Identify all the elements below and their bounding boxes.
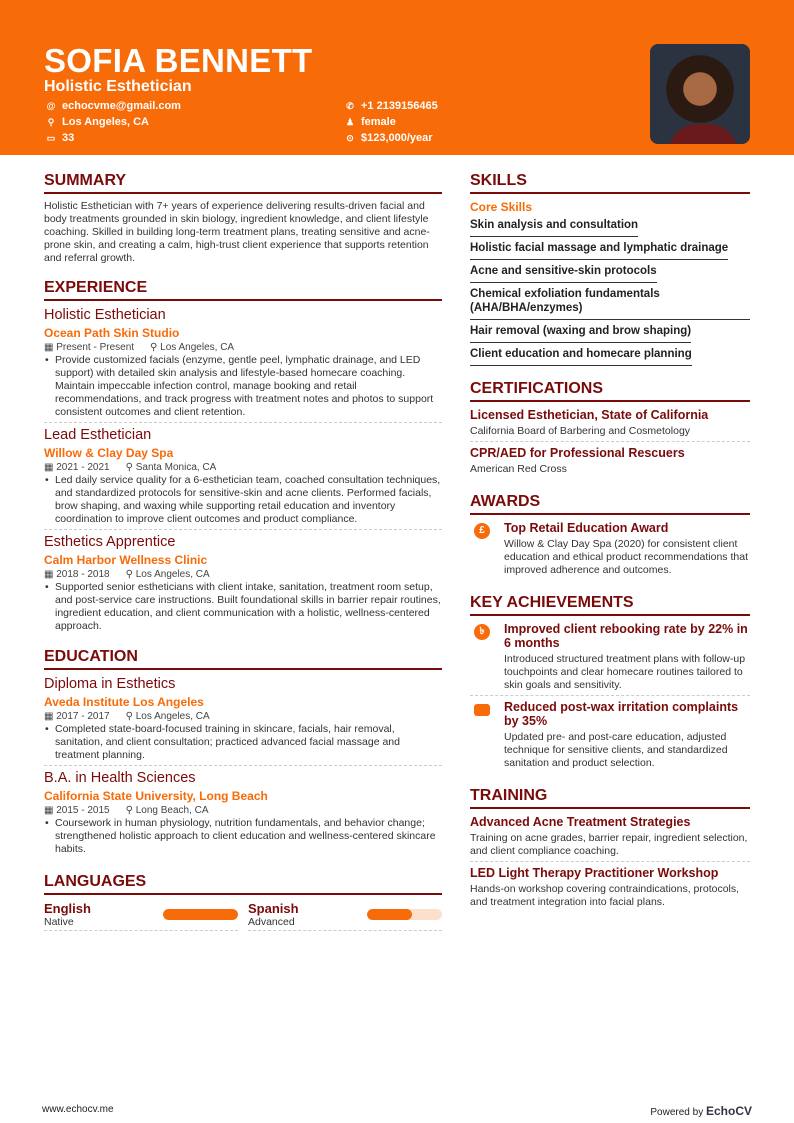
- location-pin-icon: ⚲: [125, 805, 133, 816]
- location-pin-icon: ⚲: [125, 569, 133, 580]
- location: ⚲ Long Beach, CA: [125, 805, 209, 816]
- section-title: EDUCATION: [44, 648, 442, 670]
- money-icon: ⊙: [346, 132, 354, 143]
- salary-text: $123,000/year: [361, 132, 433, 144]
- at-icon: @: [46, 101, 56, 111]
- bullet: • Coursework in human physiology, nutrition fundamentals, and behavior change; strengthened holistic approach to client education and wellness-centered skincare habits.: [44, 817, 442, 856]
- education-section: [44, 648, 442, 859]
- language-name: English: [44, 901, 91, 916]
- summary-section: [44, 172, 442, 265]
- proficiency-fill: [367, 909, 412, 920]
- calendar-icon: ▦: [44, 569, 54, 580]
- location-pin-icon: ⚲: [47, 116, 55, 127]
- dates: ▦ 2018 - 2018: [44, 569, 110, 580]
- coin-icon: ৳: [474, 624, 490, 640]
- certifications-section: [470, 380, 750, 479]
- location: ⚲ Santa Monica, CA: [125, 462, 217, 473]
- skill-item: Chemical exfoliation fundamentals (AHA/BHA/enzymes): [470, 283, 750, 320]
- skills-section: [470, 172, 750, 366]
- dates: ▦ 2021 - 2021: [44, 462, 110, 473]
- certification-issuer: California Board of Barbering and Cosmetology: [470, 425, 691, 437]
- meta-row: [44, 805, 442, 816]
- header: [0, 0, 794, 155]
- footer-powered: [650, 1104, 752, 1118]
- training-item: [470, 815, 750, 862]
- bullet: • Provide customized facials (enzyme, gentle peel, lymphatic drainage, and LED support) with detailed skin analysis and lifestyle-based homecare coaching. Maintain impeccable infection control, manage booking and retail recommendations, and track progress with treatment notes and photos to support consistent outcomes and client retention.: [44, 354, 442, 419]
- meta-row: [44, 569, 442, 580]
- section-title: KEY ACHIEVEMENTS: [470, 594, 750, 616]
- contact-location: [46, 116, 149, 128]
- person-icon: ♟: [345, 116, 355, 127]
- contact-gender: [345, 116, 396, 128]
- experience-item: [44, 534, 442, 636]
- calendar-icon: ▦: [44, 711, 54, 722]
- section-title: LANGUAGES: [44, 873, 442, 895]
- bullet: • Led daily service quality for a 6-esthetician team, coached consultation techniques, and standardized protocols for sensitive-skin and acne clients. Performed facials, brow shaping, and waxing while supporting retail education and inventory coordination to improve client outcomes and product compliance.: [44, 474, 442, 526]
- achievements-section: [470, 594, 750, 773]
- proficiency-bar: [367, 909, 442, 920]
- location: ⚲ Los Angeles, CA: [150, 342, 235, 353]
- job-title: Holistic Esthetician: [44, 307, 166, 323]
- job-title: Esthetics Apprentice: [44, 534, 176, 550]
- candidate-name: SOFIA BENNETT: [44, 42, 313, 79]
- certification-name: Licensed Esthetician, State of California: [470, 408, 709, 422]
- profile-photo: [650, 44, 750, 144]
- achievements-title: Improved client rebooking rate by 22% in 6 months: [504, 622, 748, 650]
- school-name: Aveda Institute Los Angeles: [44, 695, 204, 709]
- school-name: California State University, Long Beach: [44, 789, 268, 803]
- achievements-item: [470, 700, 750, 773]
- experience-item: [44, 427, 442, 530]
- pound-coin-icon: £: [474, 523, 490, 539]
- achievements-title: Reduced post-wax irritation complaints by 35%: [504, 700, 739, 728]
- awards-section: [470, 493, 750, 580]
- training-name: Advanced Acne Treatment Strategies: [470, 815, 691, 829]
- location: ⚲ Los Angeles, CA: [125, 569, 210, 580]
- phone-icon: ✆: [346, 100, 354, 111]
- experience-item: [44, 307, 442, 423]
- calendar-icon: ▦: [44, 342, 54, 353]
- section-title: SUMMARY: [44, 172, 442, 194]
- contact-age: [46, 132, 74, 144]
- training-description: Hands-on workshop covering contraindications, protocols, and treatment integration into facial plans.: [470, 883, 740, 908]
- training-name: LED Light Therapy Practitioner Workshop: [470, 866, 719, 880]
- contact-phone[interactable]: [345, 100, 438, 112]
- bullet: • Completed state-board-focused training in skincare, facials, hair removal, sanitation, and client consultation; practiced advanced facial massage and treatment planning.: [44, 723, 442, 762]
- location: ⚲ Los Angeles, CA: [125, 711, 210, 722]
- education-item: [44, 676, 442, 766]
- education-item: [44, 770, 442, 859]
- dates: ▦ Present - Present: [44, 342, 135, 353]
- achievements-description: Updated pre- and post-care education, adjusted technique for sensitive clients, and standardized sanitation and product selection.: [504, 731, 728, 769]
- contact-salary: [345, 132, 433, 144]
- footer-website[interactable]: www.echocv.me: [42, 1104, 114, 1115]
- job-title: Lead Esthetician: [44, 427, 152, 443]
- experience-section: [44, 279, 442, 636]
- skill-item: Holistic facial massage and lymphatic drainage: [470, 237, 728, 260]
- location-pin-icon: ⚲: [125, 462, 133, 473]
- language-name: Spanish: [248, 901, 299, 916]
- calendar-icon: ▦: [44, 462, 54, 473]
- candidate-title: Holistic Esthetician: [44, 78, 192, 95]
- dates: ▦ 2015 - 2015: [44, 805, 110, 816]
- degree: Diploma in Esthetics: [44, 676, 176, 692]
- achievements-description: Introduced structured treatment plans with follow-up touchpoints and clear homecare routines tailored to skin goals and sensitivity.: [504, 653, 746, 691]
- right-column: [470, 172, 750, 926]
- training-description: Training on acne grades, barrier repair, ingredient selection, and client compliance coaching.: [470, 832, 748, 857]
- meta-row: [44, 342, 442, 353]
- brand-logo: EchoCV: [705, 1104, 752, 1118]
- contact-email[interactable]: [46, 100, 181, 112]
- skill-item: Skin analysis and consultation: [470, 214, 638, 237]
- company-name: Ocean Path Skin Studio: [44, 326, 180, 340]
- language-level: Native: [44, 916, 74, 928]
- training-item: [470, 866, 750, 912]
- degree: B.A. in Health Sciences: [44, 770, 196, 786]
- dates: ▦ 2017 - 2017: [44, 711, 110, 722]
- location-pin-icon: ⚲: [150, 342, 158, 353]
- section-title: AWARDS: [470, 493, 750, 515]
- bullet: • Supported senior estheticians with client intake, sanitation, treatment room setup, and post-service care instructions. Built foundational skills in barrier repair routines, ingredient education, and client communication with a holistic, wellness-centered approach.: [44, 581, 442, 633]
- calendar-icon: ▦: [44, 805, 54, 816]
- training-section: [470, 787, 750, 912]
- location-pin-icon: ⚲: [125, 711, 133, 722]
- section-title: EXPERIENCE: [44, 279, 442, 301]
- section-title: SKILLS: [470, 172, 750, 194]
- skills-subtitle: Core Skills: [470, 200, 533, 214]
- phone-text: +1 2139156465: [361, 100, 438, 112]
- section-title: CERTIFICATIONS: [470, 380, 750, 402]
- language-item: [44, 901, 238, 931]
- meta-row: [44, 711, 442, 722]
- company-name: Calm Harbor Wellness Clinic: [44, 553, 208, 567]
- awards-item: [470, 521, 750, 580]
- skill-item: Client education and homecare planning: [470, 343, 692, 366]
- location-text: Los Angeles, CA: [62, 116, 149, 128]
- certification-item: [470, 446, 750, 479]
- awards-description: Willow & Clay Day Spa (2020) for consistent client education and ethical product recommendations that improved adherence and outcomes.: [504, 538, 748, 576]
- credit-card-icon: [474, 704, 490, 716]
- achievements-item: [470, 622, 750, 696]
- calendar-icon: ▭: [46, 132, 56, 143]
- powered-by-text: Powered by: [650, 1107, 704, 1118]
- certification-name: CPR/AED for Professional Rescuers: [470, 446, 685, 460]
- certification-issuer: American Red Cross: [470, 463, 567, 475]
- section-title: TRAINING: [470, 787, 750, 809]
- awards-title: Top Retail Education Award: [504, 521, 669, 535]
- age-text: 33: [62, 132, 75, 144]
- proficiency-bar: [163, 909, 238, 920]
- meta-row: [44, 462, 442, 473]
- language-item: [248, 901, 442, 931]
- skill-item: Hair removal (waxing and brow shaping): [470, 320, 691, 343]
- skill-item: Acne and sensitive-skin protocols: [470, 260, 657, 283]
- email-text: echocvme@gmail.com: [62, 100, 181, 112]
- language-level: Advanced: [248, 916, 295, 928]
- company-name: Willow & Clay Day Spa: [44, 446, 174, 460]
- certification-item: [470, 408, 750, 442]
- languages-section: [44, 873, 442, 931]
- summary-text: Holistic Esthetician with 7+ years of experience delivering results-driven facial and body treatments grounded in skin biology, ingredient knowledge, and client lifestyle coaching. Skilled in building long-term treatment plans, treating sensitive and acne-prone skin, and creating a calm, high-trust client experience that supports retention and referral growth.: [44, 200, 430, 264]
- gender-text: female: [361, 116, 396, 128]
- proficiency-fill: [163, 909, 238, 920]
- left-column: [44, 172, 442, 945]
